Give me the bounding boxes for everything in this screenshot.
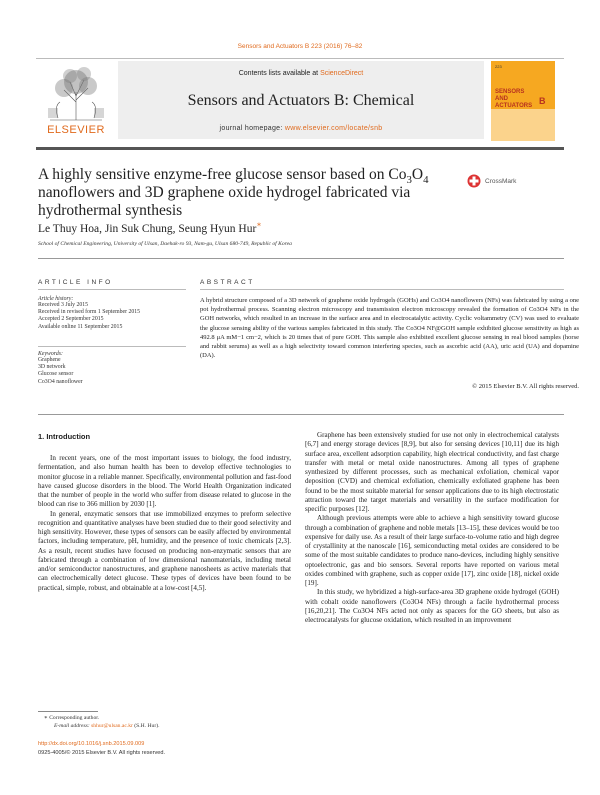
paragraph: In this study, we hybridized a high-surface-area 3D graphene oxide hydrogel (GOH) with cobalt oxide nanoflowers (Co3O4 NFs) through a facile hydrothermal process [16,20,21]. The Co3O4 NFs acted not only as spacers for the GO sheets, but also as electrocatalysts for glucose oxidation, which resulted in an improvement — [305, 588, 559, 624]
email-note — [44, 723, 159, 731]
cover-volume: 223 — [495, 64, 502, 69]
divider — [200, 289, 564, 290]
keywords — [38, 351, 186, 386]
footnote — [44, 715, 159, 730]
title-sub2: 4 — [423, 174, 429, 187]
footnote-rule — [38, 711, 98, 712]
body-column-left — [38, 454, 291, 593]
keywords-label: Keywords: — [38, 351, 63, 357]
journal-homepage — [118, 125, 484, 132]
title-mid: O — [411, 166, 424, 183]
cover-letter: B — [539, 96, 546, 106]
keyword: Glucose sensor — [38, 371, 74, 378]
history-label: Article history: — [38, 296, 74, 302]
doi-link[interactable]: http://dx.doi.org/10.1016/j.snb.2015.09.009 — [38, 741, 145, 747]
email-suffix: (S.H. Hur). — [132, 722, 160, 729]
email-label: E-mail address: — [54, 722, 92, 729]
email-link[interactable]: shhur@ulsan.ac.kr — [91, 722, 133, 729]
history-item: Received in revised form 1 September 2015 — [38, 309, 141, 316]
divider — [38, 346, 186, 347]
paragraph: In general, enzymatic sensors that use immobilized enzymes to preform selective recognition and quantitative analyses have been studied due to their good selectivity and high sensitivity. However, these types of sensors can be easily affected by environmental factors, including temperature, pH, humidity, and the presence of toxic chemicals [2,3]. As a result, recent studies have focused on producing non-enzymatic sensors that are fabricated through a combination of low dimensional nanomaterials, including metal and/or semiconductor nanostructures, and graphene nanosheets as active materials that can electrochemically detect glucose. These types of devices have been found to be practical, simple, robust, and obtainable at a low-cost [4,5]. — [38, 509, 291, 592]
section-heading: 1. Introduction — [38, 432, 91, 441]
crossmark-badge[interactable] — [467, 172, 527, 188]
copyright: © 2015 Elsevier B.V. All rights reserved. — [472, 383, 579, 390]
title-part1: A highly sensitive enzyme-free glucose sensor based on Co — [38, 166, 407, 183]
affiliation: School of Chemical Engineering, University of Ulsan, Daehak-ro 93, Nam-gu, Ulsan 680-749, Republic of Korea — [38, 241, 292, 247]
history-item: Available online 11 September 2015 — [38, 323, 123, 330]
crossmark-icon — [467, 174, 481, 188]
keyword: 3D network — [38, 364, 66, 371]
cover-title: SENSORS AND ACTUATORS — [495, 89, 533, 109]
contents-line — [118, 70, 484, 77]
crossmark-label: CrossMark — [485, 177, 517, 185]
publisher-name: ELSEVIER — [47, 124, 105, 136]
corresponding-mark[interactable]: ∗ — [256, 220, 262, 230]
journal-name: Sensors and Actuators B: Chemical — [187, 92, 415, 109]
article-history — [38, 296, 186, 331]
history-item: Accepted 2 September 2015 — [38, 316, 104, 323]
paragraph: Although previous attempts were able to achieve a high sensitivity toward glucose through a combination of graphene and noble metals [13–15], these devices would be too expensive for daily use. As a result of their large surface-to-volume ratio and high degree of crystallinity at the nanoscale [16], semiconducting metal oxides are considered to be some of the most suitable candidates to produce nano-devices, including highly sensitive optoelectronic, gas and bio sensors. Several reports have reported on various metal oxides combined with graphene, such as copper oxide [17], zinc oxide [18], nickel oxide [19]. — [305, 514, 559, 587]
title-part2: nanoflowers and 3D graphene oxide hydrogel fabricated via hydrothermal synthesis — [38, 184, 411, 219]
article-title — [38, 166, 458, 220]
journal-reference[interactable]: Sensors and Actuators B 223 (2016) 76–82 — [237, 43, 363, 50]
keyword: Graphene — [38, 357, 61, 363]
homepage-link[interactable]: www.elsevier.com/locate/snb — [284, 125, 383, 132]
divider — [38, 258, 564, 259]
paragraph: In recent years, one of the most important issues to biology, the food industry, fermentation, and also human health has been to develop effective technologies to monitor glucose in a reliable manner. Specifically, environmental pollution and fast-food have caused glucose disorders in the blood. The World Health Organization indicated that the number of people in the world who suffer from disease related to glucose in the blood can rise to 366 million by 2030 [1]. — [38, 454, 291, 509]
keyword: Co3O4 nanoflower — [38, 378, 83, 385]
article-info-heading: ARTICLE INFO — [38, 279, 113, 286]
contents-prefix: Contents lists available at — [238, 70, 321, 77]
title-sub1: 3 — [406, 174, 412, 187]
body-column-right — [305, 431, 559, 625]
corresponding-note: ∗ Corresponding author. — [44, 715, 100, 721]
author-list — [38, 220, 262, 235]
divider — [38, 289, 186, 290]
paragraph: Graphene has been extensively studied for use not only in electrochemical catalysts [6,7] and energy storage devices [8,9], but also for sensing devices [10,11] due its high surface area, excellent adsorption capability, high electrical conductivity, and fast charge transfer with metal or metal oxide nanostructures. Among all types of graphene synthesized by different processes, such as mechanical exfoliation, chemical vapor deposition (CVD) and chemical exfoliation, chemically exfoliated graphene has been found to be the most suitable material for sensor applications due to its high electrostatic attraction toward the target materials and versatility in the surface modification for specific purposes [12]. — [305, 431, 559, 513]
homepage-prefix: journal homepage: — [219, 125, 285, 132]
sciencedirect-link[interactable]: ScienceDirect — [320, 70, 364, 77]
issn-line: 0925-4005/© 2015 Elsevier B.V. All rights reserved. — [38, 750, 166, 756]
cover-band — [491, 109, 555, 141]
divider — [38, 414, 564, 415]
journal-cover — [491, 61, 555, 141]
abstract-heading: ABSTRACT — [200, 279, 255, 286]
history-item: Received 3 July 2015 — [38, 302, 89, 308]
abstract-text: A hybrid structure composed of a 3D network of graphene oxide hydrogels (GOHs) and Co3O4 nanoflowers (NFs) was fabricated by using a one pot hydrothermal process. Scanning electron microscopy and transmission electron microscopy revealed the formation of Co3O4 NFs in the GOH networks, which resulted in an increase in the surface area and in electrocatalytic activity. Cyclic voltammetry (CV) was used to evaluate the glucose sensing ability of the various samples fabricated in this study. The Co3O4 NF@GOH sample exhibited glucose sensitivity as high as 492.8 μA mM−1 cm−2, which is 20 times that of pure GOH. This sample also exhibited excellent glucose sensing in real blood samples (horse and rabbit serums) as well as a high selectivity toward common interfering species, such as ascorbic acid (AA), uric acid (UA) and dopamine (DA). — [200, 297, 579, 360]
authors: Le Thuy Hoa, Jin Suk Chung, Seung Hyun Hur — [38, 223, 257, 235]
